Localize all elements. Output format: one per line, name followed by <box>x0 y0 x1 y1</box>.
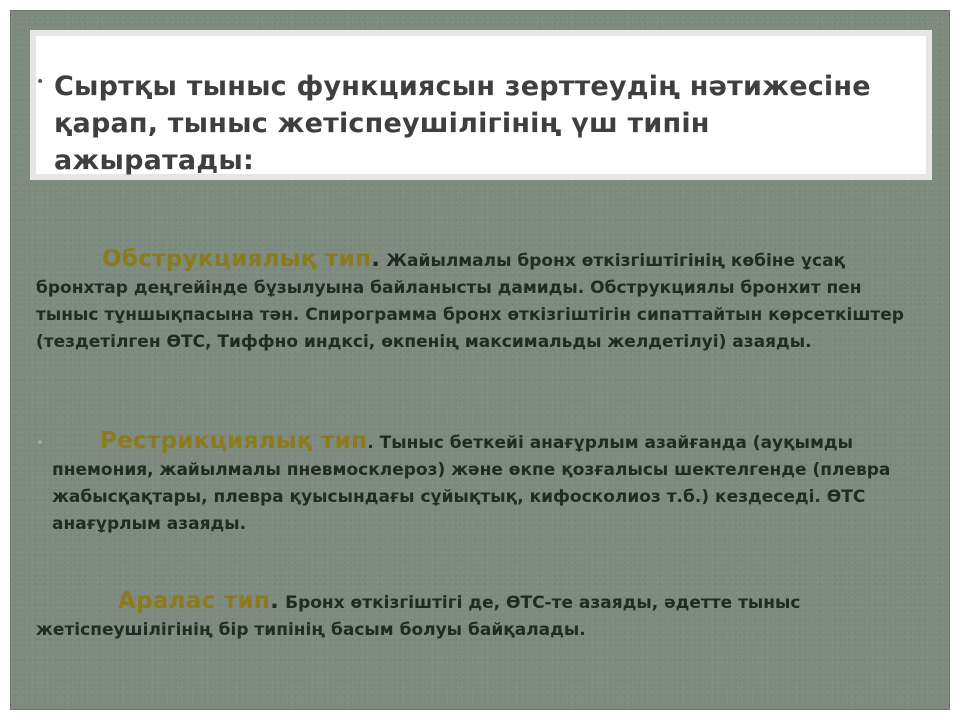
obstructive-type-term: Обструкциялық тип <box>102 246 372 272</box>
mixed-type-term: Аралас тип <box>118 588 271 614</box>
restrictive-type-term-period: . <box>367 433 374 453</box>
title-bullet: • <box>36 74 45 90</box>
obstructive-type-term-period: . <box>371 246 381 272</box>
restrictive-type-term: Рестрикциялық тип <box>100 428 368 454</box>
slide-title: Сыртқы тыныс функциясын зерттеудің нәтижесіне қарап, тыныс жетіспеушілігінің үш типін ажыратады: <box>54 71 871 176</box>
restrictive-type-description: Тыныс беткейі анағұрлым азайғанда (ауқымды пнемония, жайылмалы пневмосклероз) және өкпе қозғалысы шектелгенде (плевра жабысқақтары, плевра қуысындағы сұйықтық, кифосколиоз т.б.) кездеседі. ӨТС анағұрлым азаяды. <box>52 433 891 534</box>
mixed-type-term-period: . <box>270 588 280 614</box>
mixed-type-description: Бронх өткізгіштігі де, ӨТС-те азаяды, әдетте тыныс жетіспеушілігінің бір типінің басым болуы байқалады. <box>36 593 801 640</box>
restrictive-type-paragraph <box>52 428 922 538</box>
title-row <box>36 68 906 179</box>
obstructive-type-paragraph <box>36 246 926 356</box>
restrictive-type-bullet: • <box>36 436 44 451</box>
obstructive-type-description: Жайылмалы бронх өткізгіштігінің көбіне ұсақ бронхтар деңгейінде бұзылуына байланысты дамиды. Обструкциялы бронхит пен тыныс тұншықпасына тән. Спирограмма бронх өткізгіштігін сипаттайтын көрсеткіштер (тездетілген ӨТС, Тиффно индксі, өкпенің максимальды желдетілуі) азаяды. <box>36 251 904 352</box>
mixed-type-paragraph <box>36 588 926 644</box>
